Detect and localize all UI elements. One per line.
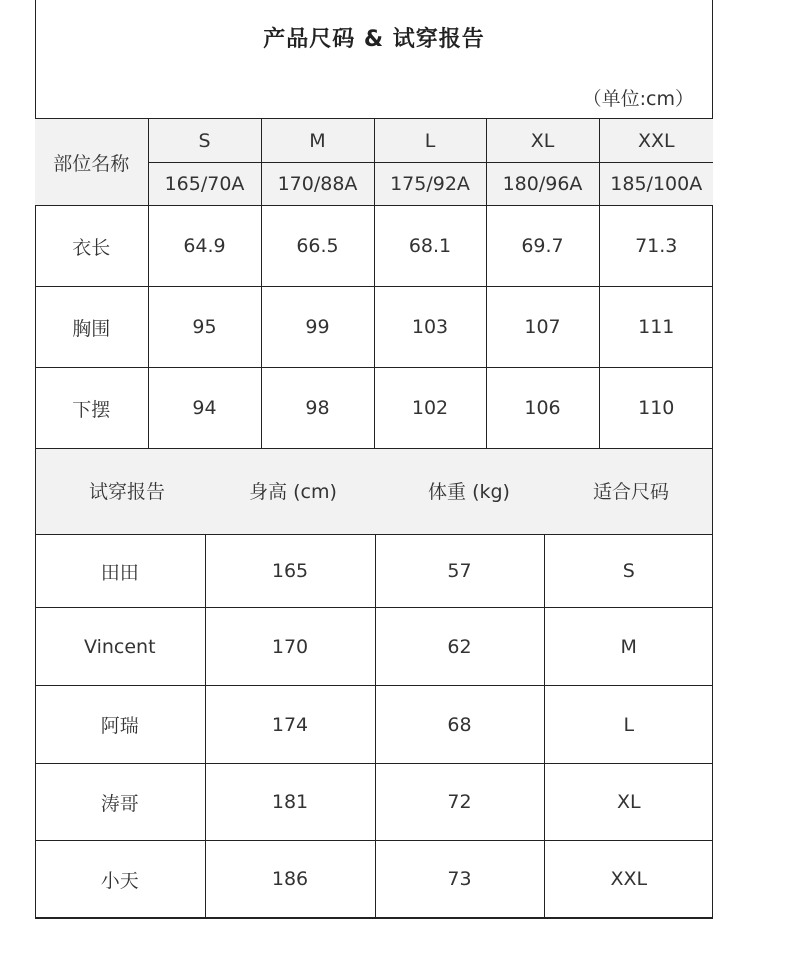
tester-weight: 62 xyxy=(375,608,544,686)
report-header xyxy=(36,449,712,535)
size-header-xl: XL xyxy=(486,119,599,163)
tester-name: Vincent xyxy=(35,608,205,686)
tester-height: 186 xyxy=(205,841,375,918)
tester-height: 170 xyxy=(205,608,375,686)
table-cell: 69.7 xyxy=(486,206,599,287)
part-name-header: 部位名称 xyxy=(35,119,148,206)
tester-name: 田田 xyxy=(35,535,205,608)
spec-s: 165/70A xyxy=(148,163,261,206)
size-chart-sheet xyxy=(35,0,713,919)
size-table xyxy=(35,118,713,449)
tester-name: 阿瑞 xyxy=(35,686,205,764)
report-header-label: 试穿报告 xyxy=(88,481,166,503)
table-row xyxy=(35,841,713,918)
spec-xxl: 185/100A xyxy=(599,163,713,206)
tester-height: 174 xyxy=(205,686,375,764)
table-cell: 107 xyxy=(486,287,599,368)
table-cell: 95 xyxy=(148,287,261,368)
page-title: 产品尺码 & 试穿报告 xyxy=(263,27,485,52)
table-row xyxy=(35,368,713,449)
tester-height: 181 xyxy=(205,764,375,841)
table-row xyxy=(35,686,713,764)
table-cell: 111 xyxy=(599,287,713,368)
table-cell: 68.1 xyxy=(374,206,486,287)
tester-name: 涛哥 xyxy=(35,764,205,841)
table-cell: 103 xyxy=(374,287,486,368)
tester-size: S xyxy=(544,535,713,608)
fitting-report-table xyxy=(35,534,713,918)
row-label: 下摆 xyxy=(35,368,148,449)
spec-m: 170/88A xyxy=(261,163,374,206)
table-row xyxy=(35,206,713,287)
table-row xyxy=(35,287,713,368)
table-cell: 102 xyxy=(374,368,486,449)
tester-weight: 73 xyxy=(375,841,544,918)
height-header: 身高 (cm) xyxy=(249,481,337,503)
table-cell: 64.9 xyxy=(148,206,261,287)
tester-name: 小天 xyxy=(35,841,205,918)
tester-size: XL xyxy=(544,764,713,841)
tester-height: 165 xyxy=(205,535,375,608)
tester-size: L xyxy=(544,686,713,764)
row-label: 胸围 xyxy=(35,287,148,368)
table-cell: 98 xyxy=(261,368,374,449)
fit-size-header: 适合尺码 xyxy=(592,481,670,503)
table-row xyxy=(35,764,713,841)
table-cell: 71.3 xyxy=(599,206,713,287)
size-header-s: S xyxy=(148,119,261,163)
table-cell: 110 xyxy=(599,368,713,449)
unit-note: （单位:cm） xyxy=(582,88,694,110)
tester-size: M xyxy=(544,608,713,686)
size-header-xxl: XXL xyxy=(599,119,713,163)
table-cell: 99 xyxy=(261,287,374,368)
table-cell: 94 xyxy=(148,368,261,449)
table-row xyxy=(35,608,713,686)
table-cell: 106 xyxy=(486,368,599,449)
size-header-m: M xyxy=(261,119,374,163)
weight-header: 体重 (kg) xyxy=(428,481,510,503)
table-cell: 66.5 xyxy=(261,206,374,287)
tester-size: XXL xyxy=(544,841,713,918)
spec-xl: 180/96A xyxy=(486,163,599,206)
table-row xyxy=(35,535,713,608)
spec-l: 175/92A xyxy=(374,163,486,206)
row-label: 衣长 xyxy=(35,206,148,287)
size-header-l: L xyxy=(374,119,486,163)
tester-weight: 68 xyxy=(375,686,544,764)
tester-weight: 72 xyxy=(375,764,544,841)
tester-weight: 57 xyxy=(375,535,544,608)
